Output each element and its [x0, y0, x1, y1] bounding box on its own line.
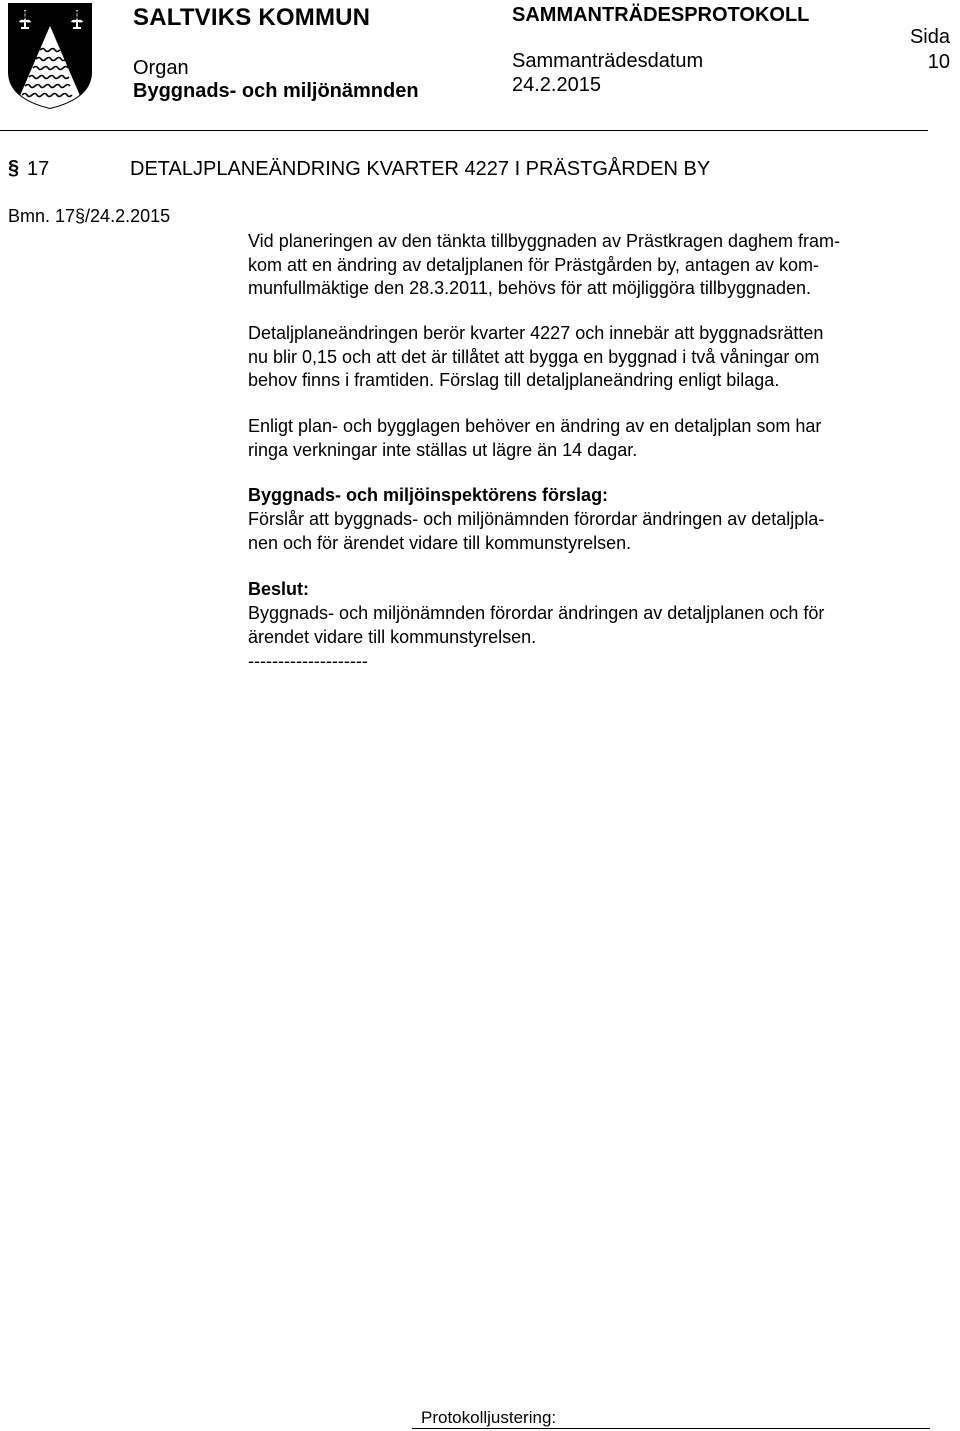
text-line: nu blir 0,15 och att det är tillåtet att bygga en byggnad i två våningar om [248, 346, 820, 367]
document-type: SAMMANTRÄDESPROTOKOLL [512, 4, 810, 26]
meeting-date-value: 24.2.2015 [512, 74, 601, 96]
proposal-heading: Byggnads- och miljöinspektörens förslag: [248, 485, 609, 505]
text-line: ringa verkningar inte ställas ut lägre än 14 dagar. [248, 439, 638, 460]
organ-name: Byggnads- och miljönämnden [133, 80, 419, 102]
page-number: 10 [927, 51, 950, 73]
text-line: Förslår att byggnads- och miljönämnden förordar ändringen av detaljpla- [248, 509, 825, 529]
text-line: Enligt plan- och bygglagen behöver en ändring av en detaljplan som har [248, 416, 822, 436]
page-label: Sida [909, 26, 950, 48]
text-line: nen och för ärendet vidare till kommunstyrelsen. [248, 532, 632, 553]
signature-line [412, 1428, 930, 1429]
decision-heading: Beslut: [248, 579, 310, 599]
proposal-text [248, 508, 938, 555]
section-end-separator: -------------------- [248, 651, 368, 671]
paragraph-sign: § [8, 157, 20, 179]
text-line: behov finns i framtiden. Förslag till detaljplaneändring enligt bilaga. [248, 370, 780, 390]
text-line: ärendet vidare till kommunstyrelsen. [248, 626, 537, 647]
municipality-name: SALTVIKS KOMMUN [133, 4, 371, 31]
text-line: Detaljplaneändringen berör kvarter 4227 och innebär att byggnadsrätten [248, 323, 824, 343]
text-line: Vid planeringen av den tänkta tillbyggnaden av Prästkragen daghem fram- [248, 231, 841, 251]
section-title: DETALJPLANEÄNDRING KVARTER 4227 I PRÄSTGÅRDEN BY [130, 158, 711, 180]
section-reference: Bmn. 17§/24.2.2015 [8, 206, 171, 226]
text-line: Byggnads- och miljönämnden förordar ändringen av detaljplanen och för [248, 603, 825, 623]
text-line: munfullmäktige den 28.3.2011, behövs för att möjliggöra tillbyggnaden. [248, 278, 812, 298]
body-paragraph-1 [248, 230, 938, 301]
organ-label: Organ [133, 57, 189, 79]
decision-text [248, 602, 938, 649]
body-paragraph-3 [248, 415, 938, 462]
header-divider [0, 130, 928, 131]
text-line: kom att en ändring av detaljplanen för Prästgården by, antagen av kom- [248, 254, 820, 275]
coat-of-arms-icon [7, 2, 93, 110]
body-paragraph-2 [248, 322, 938, 393]
minutes-verification-label: Protokolljustering: [421, 1408, 557, 1427]
meeting-date-label: Sammanträdesdatum [512, 50, 704, 72]
section-number: 17 [27, 158, 50, 180]
